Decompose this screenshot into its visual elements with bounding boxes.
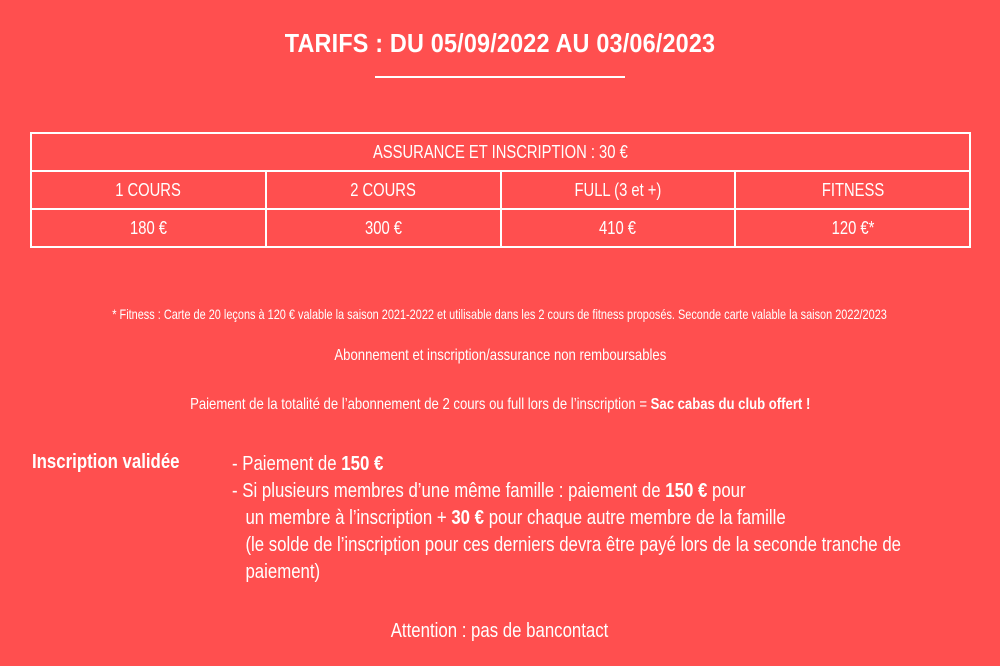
inscription-label: Inscription validée [32, 451, 180, 473]
inscription-details [232, 451, 972, 586]
inscription-line: - Si plusieurs membres d’une même famille : paiement de 150 € pour [232, 480, 746, 502]
payment-offer-note [0, 396, 1000, 414]
offer-highlight: Sac cabas du club offert ! [650, 396, 811, 413]
attention-note: Attention : pas de bancontact [391, 620, 609, 642]
inscription-line: un membre à l’inscription + 30 € pour chaque autre membre de la famille [245, 507, 786, 529]
pricing-table [30, 132, 971, 248]
fitness-footnote: * Fitness : Carte de 20 leçons à 120 € valable la saison 2021-2022 et utilisable dans les 2 cours de fitness proposés. Seconde carte valable la saison 2022/2023 [112, 306, 888, 322]
table-columns-row [31, 171, 970, 209]
insurance-header-cell: ASSURANCE ET INSCRIPTION : 30 € [31, 133, 970, 171]
price-cell: 410 € [501, 209, 736, 247]
column-header: FULL (3 et +) [501, 171, 736, 209]
table-prices-row [31, 209, 970, 247]
inscription-line: paiement) [245, 561, 321, 583]
inscription-line: - Paiement de 150 € [232, 453, 384, 475]
page-title: TARIFS : DU 05/09/2022 AU 03/06/2023 [284, 28, 716, 58]
price-cell: 120 €* [735, 209, 970, 247]
column-header: 2 COURS [266, 171, 501, 209]
nonrefund-note: Abonnement et inscription/assurance non remboursables [334, 347, 666, 364]
price-cell: 300 € [266, 209, 501, 247]
column-header: 1 COURS [31, 171, 266, 209]
price-cell: 180 € [31, 209, 266, 247]
payment-text: Paiement de la totalité de l’abonnement de 2 cours ou full lors de l’inscription = [189, 396, 651, 413]
table-header-row [31, 133, 970, 171]
inscription-line: (le solde de l’inscription pour ces derniers devra être payé lors de la seconde tranche de [245, 534, 902, 556]
column-header: FITNESS [735, 171, 970, 209]
title-underline [375, 76, 625, 78]
